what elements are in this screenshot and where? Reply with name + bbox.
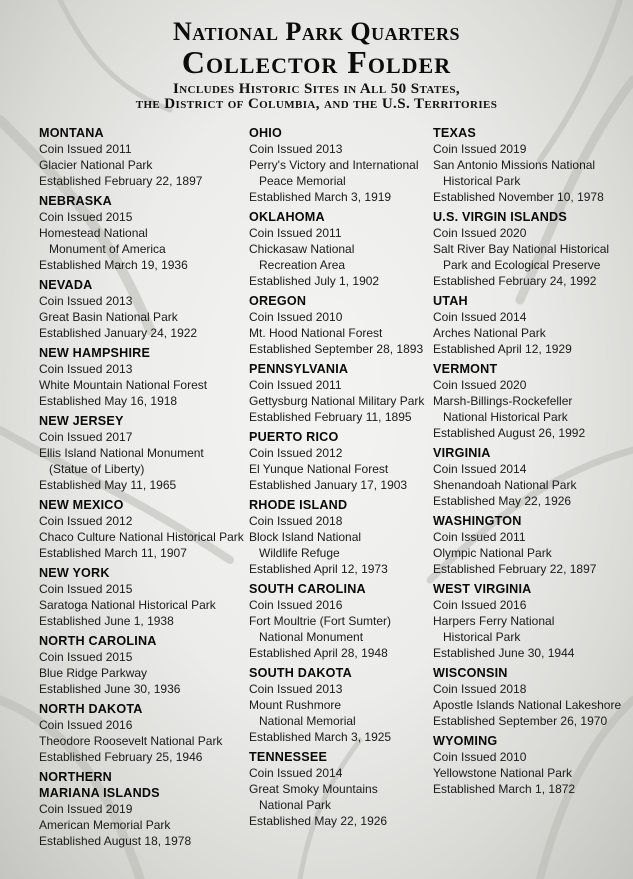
site-name: American Memorial Park [39,818,171,832]
park-entry [433,361,628,441]
state-name: NEBRASKA [39,194,112,208]
established-date: Established February 25, 1946 [39,750,203,764]
coin-issued-year: Coin Issued 2020 [433,226,527,240]
site-name: Gettysburg National Military Park [249,394,425,408]
established-date: Established May 22, 1926 [433,494,572,508]
established-date: Established June 30, 1944 [433,646,575,660]
state-name: NEW HAMPSHIRE [39,346,151,360]
site-name: Perry's Victory and International [249,158,419,172]
coin-issued-year: Coin Issued 2011 [433,530,526,544]
site-name: Arches National Park [433,326,546,340]
park-entry [249,293,429,357]
park-entry [39,565,244,629]
site-name: National Park [259,798,332,812]
park-entry [39,413,244,493]
coin-issued-year: Coin Issued 2010 [249,310,343,324]
site-name: Ellis Island National Monument [39,446,204,460]
coin-issued-year: Coin Issued 2018 [249,514,343,528]
state-name: NEVADA [39,278,93,292]
established-date: Established September 26, 1970 [433,714,608,728]
park-entry [249,125,429,205]
established-date: Established February 22, 1897 [39,174,203,188]
state-name: PUERTO RICO [249,430,339,444]
coin-issued-year: Coin Issued 2014 [433,462,527,476]
site-name: Historical Park [443,174,521,188]
park-entry [433,513,628,577]
coin-issued-year: Coin Issued 2019 [39,802,133,816]
state-name: SOUTH DAKOTA [249,666,352,680]
state-name: WISCONSIN [433,666,508,680]
coin-issued-year: Coin Issued 2015 [39,650,133,664]
established-date: Established July 1, 1902 [249,274,380,288]
park-entry [39,193,244,273]
site-name: Monument of America [49,242,166,256]
state-name: VERMONT [433,362,498,376]
title-line-2: Collector Folder [181,44,452,80]
site-name: El Yunque National Forest [249,462,389,476]
site-name: National Monument [259,630,364,644]
established-date: Established April 12, 1929 [433,342,572,356]
site-name: Mount Rushmore [249,698,342,712]
established-date: Established June 30, 1936 [39,682,181,696]
column-2 [249,125,429,833]
coin-issued-year: Coin Issued 2011 [249,226,342,240]
state-name: TEXAS [433,126,476,140]
established-date: Established June 1, 1938 [39,614,174,628]
coin-issued-year: Coin Issued 2012 [39,514,133,528]
coin-issued-year: Coin Issued 2016 [249,598,343,612]
park-entry [39,701,244,765]
established-date: Established September 28, 1893 [249,342,424,356]
park-entry [433,125,628,205]
subtitle-line-1: Includes Historic Sites in All 50 States, [172,81,461,97]
site-name: Block Island National [249,530,362,544]
coin-issued-year: Coin Issued 2014 [433,310,527,324]
site-name: Park and Ecological Preserve [443,258,601,272]
coin-issued-year: Coin Issued 2017 [39,430,133,444]
coin-issued-year: Coin Issued 2013 [39,294,133,308]
established-date: Established November 10, 1978 [433,190,604,204]
site-name: Chaco Culture National Historical Park [39,530,244,544]
established-date: Established August 26, 1992 [433,426,586,440]
state-name: OHIO [249,126,282,140]
site-name: National Historical Park [443,410,568,424]
title-line-1: National Park Quarters [173,17,460,46]
site-name: White Mountain National Forest [39,378,208,392]
state-name: NORTH CAROLINA [39,634,157,648]
park-entry [249,581,429,661]
park-entry [39,769,244,849]
park-entry [39,277,244,341]
coin-issued-year: Coin Issued 2013 [249,142,343,156]
park-entry [249,209,429,289]
state-name: RHODE ISLAND [249,498,348,512]
park-entry [433,733,628,797]
park-entry [39,125,244,189]
park-entry [249,497,429,577]
established-date: Established January 24, 1922 [39,326,198,340]
site-name: Fort Moultrie (Fort Sumter) [249,614,392,628]
site-name: Chickasaw National [249,242,355,256]
site-name: San Antonio Missions National [433,158,596,172]
subtitle-line-2: the District of Columbia, and the U.S. Territories [135,96,498,112]
site-name: Mt. Hood National Forest [249,326,383,340]
state-name: OREGON [249,294,307,308]
established-date: Established April 28, 1948 [249,646,388,660]
site-name: National Memorial [259,714,356,728]
site-name: Homestead National [39,226,148,240]
site-name: Marsh-Billings-Rockefeller [433,394,573,408]
park-entry [249,429,429,493]
folder-header [0,18,633,112]
established-date: Established March 11, 1907 [39,546,187,560]
park-entry [433,445,628,509]
site-name: Apostle Islands National Lakeshore [433,698,622,712]
state-name: MONTANA [39,126,104,140]
state-name: UTAH [433,294,468,308]
state-name: WYOMING [433,734,498,748]
state-name: WEST VIRGINIA [433,582,532,596]
coin-issued-year: Coin Issued 2013 [249,682,343,696]
site-name: Blue Ridge Parkway [39,666,148,680]
park-entry [433,581,628,661]
site-name: Shenandoah National Park [433,478,577,492]
established-date: Established May 16, 1918 [39,394,178,408]
coin-issued-year: Coin Issued 2015 [39,210,133,224]
site-name: Yellowstone National Park [433,766,572,780]
coin-issued-year: Coin Issued 2012 [249,446,343,460]
park-entry [433,293,628,357]
column-1 [39,125,244,853]
park-entry [433,209,628,289]
site-name: Salt River Bay National Historical [433,242,610,256]
coin-issued-year: Coin Issued 2011 [249,378,342,392]
state-name: NORTH DAKOTA [39,702,143,716]
site-name: Saratoga National Historical Park [39,598,216,612]
established-date: Established February 22, 1897 [433,562,597,576]
state-name: OKLAHOMA [249,210,325,224]
state-name: NEW JERSEY [39,414,124,428]
coin-issued-year: Coin Issued 2010 [433,750,527,764]
park-entry [249,749,429,829]
column-3 [433,125,628,801]
state-name: TENNESSEE [249,750,328,764]
coin-issued-year: Coin Issued 2018 [433,682,527,696]
park-entry [39,345,244,409]
state-name: NORTHERN MARIANA ISLANDS [39,770,160,800]
coin-issued-year: Coin Issued 2014 [249,766,343,780]
coin-issued-year: Coin Issued 2011 [39,142,132,156]
established-date: Established March 19, 1936 [39,258,188,272]
park-entry [249,665,429,745]
established-date: Established May 11, 1965 [39,478,177,492]
coin-issued-year: Coin Issued 2019 [433,142,527,156]
park-entry [249,361,429,425]
site-name: Peace Memorial [259,174,346,188]
site-name: Theodore Roosevelt National Park [39,734,223,748]
established-date: Established May 22, 1926 [249,814,388,828]
state-name: VIRGINIA [433,446,491,460]
state-name: NEW YORK [39,566,110,580]
site-name: Olympic National Park [433,546,552,560]
state-name: WASHINGTON [433,514,522,528]
site-name: Glacier National Park [39,158,153,172]
state-name: NEW MEXICO [39,498,124,512]
coin-issued-year: Coin Issued 2013 [39,362,133,376]
site-name: Great Smoky Mountains [249,782,378,796]
park-entry [433,665,628,729]
coin-issued-year: Coin Issued 2015 [39,582,133,596]
site-name: Recreation Area [259,258,346,272]
established-date: Established February 11, 1895 [249,410,412,424]
site-name: Wildlife Refuge [259,546,340,560]
site-name: Harpers Ferry National [433,614,555,628]
site-name: (Statue of Liberty) [49,462,145,476]
coin-issued-year: Coin Issued 2016 [433,598,527,612]
state-name: PENNSYLVANIA [249,362,349,376]
site-name: Great Basin National Park [39,310,178,324]
park-entry [39,633,244,697]
state-name: U.S. VIRGIN ISLANDS [433,210,567,224]
established-date: Established August 18, 1978 [39,834,192,848]
coin-issued-year: Coin Issued 2016 [39,718,133,732]
site-name: Historical Park [443,630,521,644]
established-date: Established January 17, 1903 [249,478,408,492]
established-date: Established March 1, 1872 [433,782,576,796]
state-name: SOUTH CAROLINA [249,582,366,596]
established-date: Established February 24, 1992 [433,274,597,288]
park-entry [39,497,244,561]
established-date: Established April 12, 1973 [249,562,388,576]
coin-issued-year: Coin Issued 2020 [433,378,527,392]
established-date: Established March 3, 1919 [249,190,392,204]
established-date: Established March 3, 1925 [249,730,392,744]
